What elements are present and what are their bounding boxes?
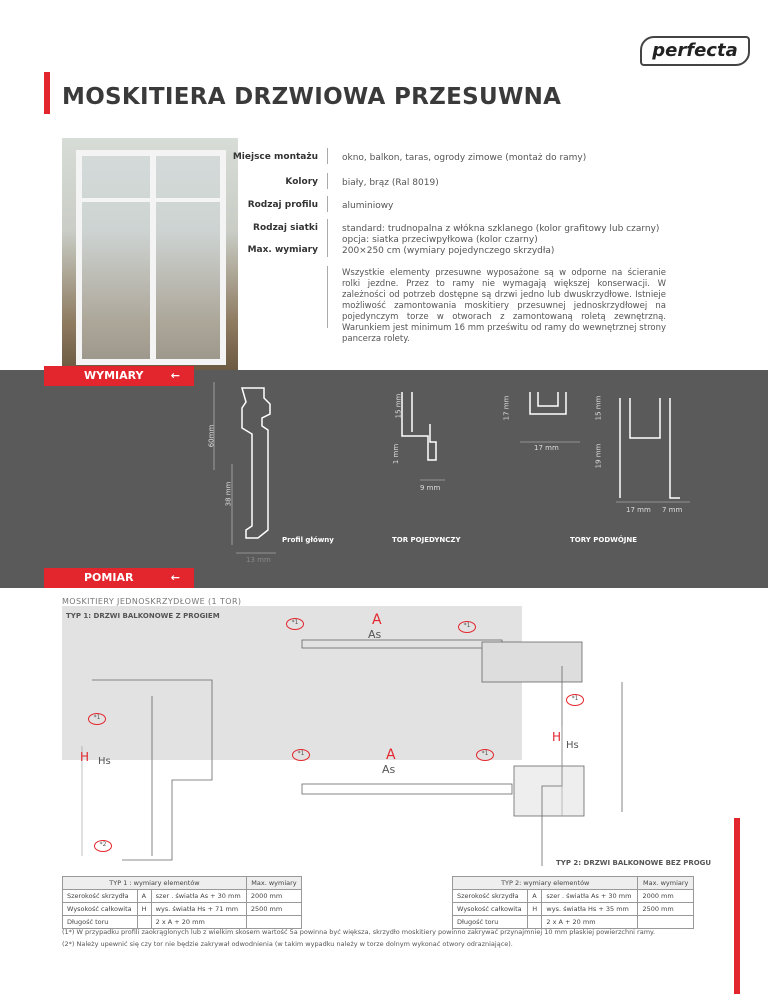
table-cell: 2500 mm bbox=[246, 903, 301, 916]
spec-value-colors: biały, brąz (Ral 8019) bbox=[342, 178, 439, 188]
table-row bbox=[453, 890, 694, 903]
table-cell: 2 x A + 20 mm bbox=[151, 916, 246, 929]
table-cell bbox=[528, 916, 542, 929]
table-type1 bbox=[62, 876, 302, 929]
note-marker: *1 bbox=[566, 694, 584, 706]
spec-value-profile: aluminiowy bbox=[342, 201, 394, 211]
spec-divider bbox=[327, 196, 328, 212]
arrow-left-icon: ← bbox=[170, 571, 180, 584]
tab-wymiary-label: WYMIARY bbox=[84, 369, 144, 382]
note-marker: *1 bbox=[458, 621, 476, 633]
table-cell: Szerokość skrzydła bbox=[63, 890, 138, 903]
table-row bbox=[453, 916, 694, 929]
table-cell bbox=[137, 916, 151, 929]
table-cell: 2500 mm bbox=[638, 903, 694, 916]
table-cell: 2000 mm bbox=[246, 890, 301, 903]
dim-60mm: 60mm bbox=[207, 424, 216, 448]
dim-15mm-b: 15 mm bbox=[594, 395, 603, 421]
table-cell bbox=[246, 916, 301, 929]
dim-38mm: 38 mm bbox=[224, 481, 233, 507]
dim-1mm: 1 mm bbox=[392, 443, 401, 465]
tab-pomiar-label: POMIAR bbox=[84, 571, 134, 584]
page-title: MOSKITIERA DRZWIOWA PRZESUWNA bbox=[62, 84, 562, 110]
side-accent-bar bbox=[734, 818, 740, 994]
dim-19mm: 19 mm bbox=[594, 443, 603, 469]
table-cell: Wysokość całkowita bbox=[453, 903, 528, 916]
table-cell: Długość toru bbox=[453, 916, 528, 929]
dim-Hs-type2: Hs bbox=[566, 740, 579, 751]
dim-15mm-a: 15 mm bbox=[394, 393, 403, 419]
table-row bbox=[63, 890, 302, 903]
dim-17mm-a: 17 mm bbox=[502, 395, 511, 421]
label-type1: TYP 1: DRZWI BALKONOWE Z PROGIEM bbox=[66, 612, 220, 620]
table-cell: szer . światła As + 30 mm bbox=[151, 890, 246, 903]
table-cell: Wysokość całkowita bbox=[63, 903, 138, 916]
footnote-2: (2*) Należy upewnić się czy tor nie będzie zakrywał odwodnienia (w takim wypadku należy w torze dolnym wykonać otwory odrazniające). bbox=[62, 940, 513, 948]
table-cell: H bbox=[528, 903, 542, 916]
table-cell bbox=[638, 916, 694, 929]
spec-value-max: 200×250 cm (wymiary pojedynczego skrzydła) bbox=[342, 246, 555, 256]
table-row bbox=[63, 916, 302, 929]
dim-17mm-b: 17 mm bbox=[534, 444, 559, 452]
spec-label-profile: Rodzaj profilu bbox=[247, 200, 318, 210]
table-row bbox=[453, 903, 694, 916]
dim-9mm: 9 mm bbox=[420, 484, 441, 492]
title-accent-bar bbox=[44, 72, 50, 114]
brand-logo: perfecta bbox=[640, 36, 750, 66]
table-cell: Szerokość skrzydła bbox=[453, 890, 528, 903]
dim-17mm-c: 17 mm bbox=[626, 506, 651, 514]
note-marker: *2 bbox=[94, 840, 112, 852]
note-marker: *1 bbox=[292, 749, 310, 761]
desc-divider bbox=[327, 266, 328, 328]
dim-As-type2: As bbox=[382, 763, 396, 776]
table-cell: wys. światła Hs + 71 mm bbox=[151, 903, 246, 916]
table-cell: szer . światła As + 30 mm bbox=[542, 890, 638, 903]
spec-label-max: Max. wymiary bbox=[247, 245, 318, 255]
table-header-max: Max. wymiary bbox=[638, 877, 694, 890]
table-header: TYP 1 : wymiary elementów bbox=[63, 877, 247, 890]
dim-7mm: 7 mm bbox=[662, 506, 683, 514]
table-header: TYP 2: wymiary elementów bbox=[453, 877, 638, 890]
footnote-1: (1*) W przypadku profili zaokrąglonych lub z wielkim skosem wartość 5a powinna być większa, skrzydło moskitiery powinno zakrywać przynajmniej 10 mm płaskiej powierzchni ramy. bbox=[62, 928, 656, 936]
label-single-track: TOR POJEDYNCZY bbox=[392, 536, 461, 544]
spec-value-mesh-option: opcja: siatka przeciwpyłkowa (kolor czarny) bbox=[342, 235, 538, 245]
profiles-drawing bbox=[0, 370, 768, 588]
tab-pomiar bbox=[44, 568, 194, 588]
table-cell: wys. światła Hs + 35 mm bbox=[542, 903, 638, 916]
measurement-drawing bbox=[62, 606, 702, 868]
table-row bbox=[63, 903, 302, 916]
dim-H-type1: H bbox=[80, 750, 90, 764]
dim-As-type1: As bbox=[368, 628, 382, 641]
table-cell: 2 x A + 20 mm bbox=[542, 916, 638, 929]
table-cell: Długość toru bbox=[63, 916, 138, 929]
table-header-max: Max. wymiary bbox=[246, 877, 301, 890]
measurement-subtitle: MOSKITIERY JEDNOSKRZYDŁOWE (1 TOR) bbox=[62, 597, 242, 606]
note-marker: *1 bbox=[286, 618, 304, 630]
note-marker: *1 bbox=[88, 713, 106, 725]
note-marker: *1 bbox=[476, 749, 494, 761]
dim-Hs-type1: Hs bbox=[98, 756, 111, 767]
spec-label-mesh: Rodzaj siatki bbox=[253, 223, 318, 233]
label-type2: TYP 2: DRZWI BALKONOWE BEZ PROGU bbox=[556, 859, 712, 867]
spec-label-mounting: Miejsce montażu bbox=[232, 152, 318, 162]
description: Wszystkie elementy przesuwne wyposażone są w odporne na ścieranie rolki jezdne. Przez to ramy nie wymagają większej konserwacji. W zależności od potrzeb dostępne są drzwi jedno lub dwuskrzydłowe. Istnieje możliwość zamontowania moskitiery przesuwnej jednoskrzydłowej na pojedynczym torze w otworach z zamontowaną roletą zewnętrzną. Warunkiem jest minimum 16 mm prześwitu od ramy do wewnętrznej strony pancerza rolety. bbox=[342, 268, 666, 344]
dim-13mm: 13 mm bbox=[246, 556, 271, 564]
dim-A-type1: A bbox=[372, 612, 382, 628]
arrow-left-icon: ← bbox=[170, 369, 180, 382]
dim-H-type2: H bbox=[552, 730, 562, 744]
dim-A-type2: A bbox=[386, 747, 396, 763]
table-cell: 2000 mm bbox=[638, 890, 694, 903]
spec-label-colors: Kolory bbox=[285, 177, 318, 187]
table-cell: H bbox=[137, 903, 151, 916]
label-double-track: TORY PODWÓJNE bbox=[570, 536, 638, 544]
table-type2 bbox=[452, 876, 694, 929]
table-cell: A bbox=[528, 890, 542, 903]
label-main-profile: Profil główny bbox=[282, 536, 334, 544]
table-cell: A bbox=[137, 890, 151, 903]
spec-value-mesh: standard: trudnopalna z włókna szklanego (kolor grafitowy lub czarny) bbox=[342, 224, 660, 234]
spec-divider bbox=[327, 173, 328, 189]
spec-divider bbox=[327, 241, 328, 257]
spec-divider bbox=[327, 148, 328, 164]
spec-value-mounting: okno, balkon, taras, ogrody zimowe (montaż do ramy) bbox=[342, 153, 587, 163]
